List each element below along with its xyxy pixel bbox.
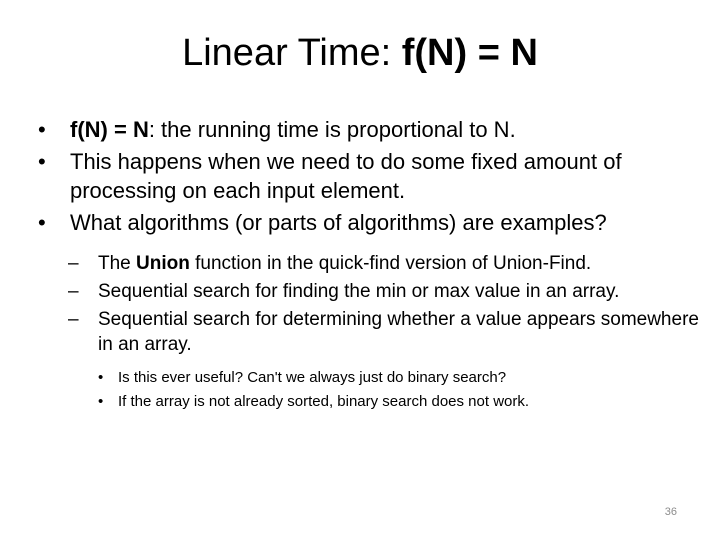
bullet-marker: • [38,117,46,142]
sub-sub-bullet-list [98,367,708,413]
sub-bullet-bold-text: Union [136,253,190,274]
title-bold-part: f(N) = N [401,32,538,74]
page-number: 36 [664,506,677,518]
sub-sub-bullet-item [98,367,708,389]
bullet-bold-text: f(N) = N [70,117,149,142]
slide-title [0,30,720,76]
bullet-text: What algorithms (or parts of algorithms) are examples? [70,210,607,235]
bullet-item [38,208,708,413]
bullet-text: This happens when we need to do some fixed amount of processing on each input element. [70,149,622,203]
sub-sub-bullet-text: If the array is not already sorted, binary search does not work. [118,393,530,410]
bullet-marker: • [38,210,46,235]
sub-bullet-list [68,251,708,413]
sub-bullet-item [68,279,708,304]
dash-marker: – [68,281,79,302]
bullet-list [38,115,708,416]
sub-bullet-text: Sequential search for finding the min or max value in an array. [98,281,620,302]
sub-sub-bullet-item [98,391,708,413]
bullet-marker: • [98,369,104,386]
sub-bullet-item [68,307,708,413]
sub-bullet-item [68,251,708,276]
bullet-marker: • [38,149,46,174]
sub-bullet-text-post: function in the quick-find version of Union-Find. [189,253,592,274]
dash-marker: – [68,253,79,274]
bullet-item [38,147,708,205]
dash-marker: – [68,309,79,330]
bullet-text: : the running time is proportional to N. [148,117,516,142]
title-plain-part: Linear Time: [182,32,402,74]
sub-bullet-text: Sequential search for determining whether a value appears somewhere in an array. [98,309,699,355]
sub-bullet-text-pre: The [98,253,137,274]
sub-sub-bullet-text: Is this ever useful? Can't we always just do binary search? [118,369,507,386]
bullet-marker: • [98,393,104,410]
bullet-item [38,115,708,144]
